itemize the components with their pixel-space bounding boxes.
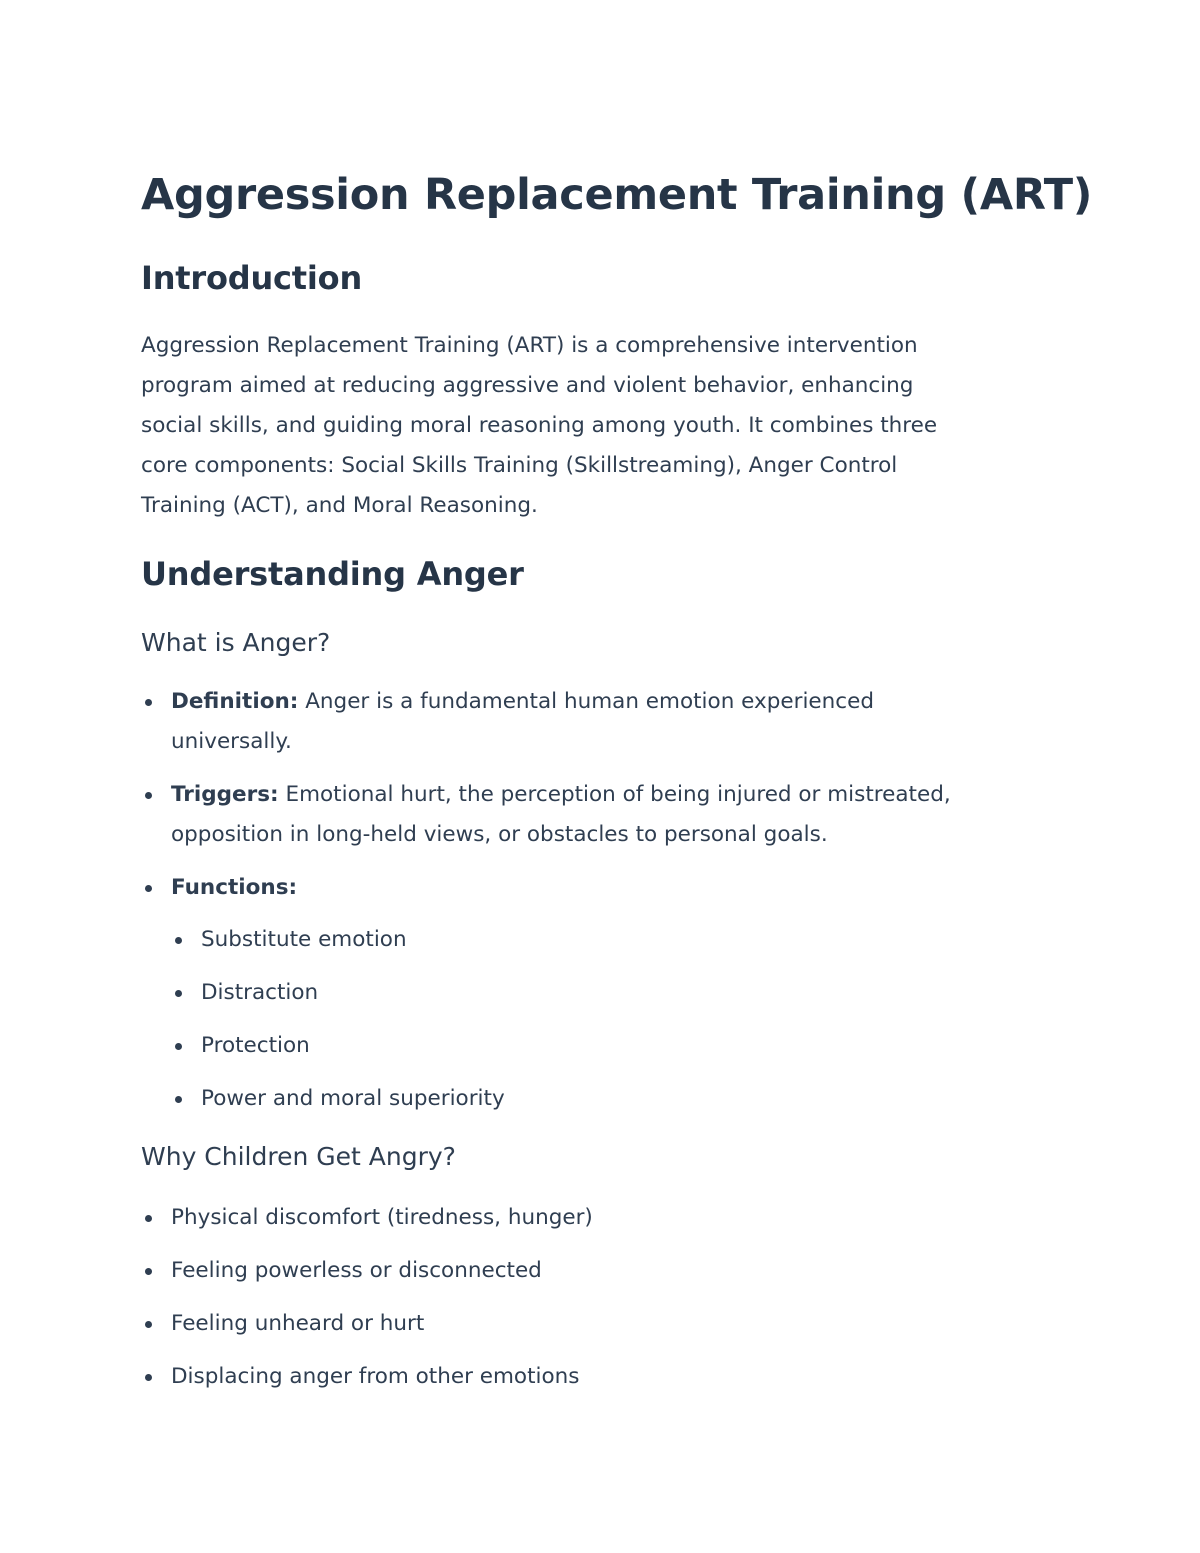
paragraph-line: core components: Social Skills Training (Skillstreaming), Anger Control: [141, 453, 898, 478]
understanding-anger-heading: Understanding Anger: [141, 555, 524, 593]
list-item: Substitute emotion: [171, 920, 505, 960]
functions-sublist: [171, 920, 505, 1119]
list-item: Distraction: [171, 973, 505, 1013]
item-text: universally.: [171, 729, 292, 754]
document-title: Aggression Replacement Training (ART): [141, 170, 1093, 220]
list-item: Feeling powerless or disconnected: [141, 1251, 593, 1291]
why-children-list: [141, 1198, 593, 1397]
list-item-triggers: Triggers: Emotional hurt, the perception of being injured or mistreated, opposition in long-held views, or obstacles to personal goals.: [141, 775, 1101, 855]
paragraph-line: Aggression Replacement Training (ART) is a comprehensive intervention: [141, 333, 918, 358]
what-is-anger-heading: What is Anger?: [141, 628, 331, 657]
paragraph-line: social skills, and guiding moral reasoning among youth. It combines three: [141, 413, 938, 438]
list-item: Feeling unheard or hurt: [141, 1304, 593, 1344]
item-text: Anger is a fundamental human emotion experienced: [305, 689, 874, 714]
paragraph-line: program aimed at reducing aggressive and violent behavior, enhancing: [141, 373, 914, 398]
list-item: Protection: [171, 1026, 505, 1066]
item-text: opposition in long-held views, or obstacles to personal goals.: [171, 822, 828, 847]
why-children-heading: Why Children Get Angry?: [141, 1142, 456, 1171]
list-item: Power and moral superiority: [171, 1079, 505, 1119]
list-item-functions: Functions:: [141, 868, 1101, 908]
introduction-paragraph: [141, 326, 1071, 526]
item-label: Functions: [171, 875, 289, 900]
list-item: Physical discomfort (tiredness, hunger): [141, 1198, 593, 1238]
list-item: Displacing anger from other emotions: [141, 1357, 593, 1397]
list-item-definition: Definition: Anger is a fundamental human emotion experienced universally.: [141, 682, 1101, 762]
paragraph-line: Training (ACT), and Moral Reasoning.: [141, 493, 538, 518]
what-is-anger-list: [141, 682, 1101, 908]
item-text: Emotional hurt, the perception of being injured or mistreated,: [285, 782, 951, 807]
item-label: Triggers: [171, 782, 271, 807]
introduction-heading: Introduction: [141, 259, 363, 297]
item-label: Definition: [171, 689, 290, 714]
